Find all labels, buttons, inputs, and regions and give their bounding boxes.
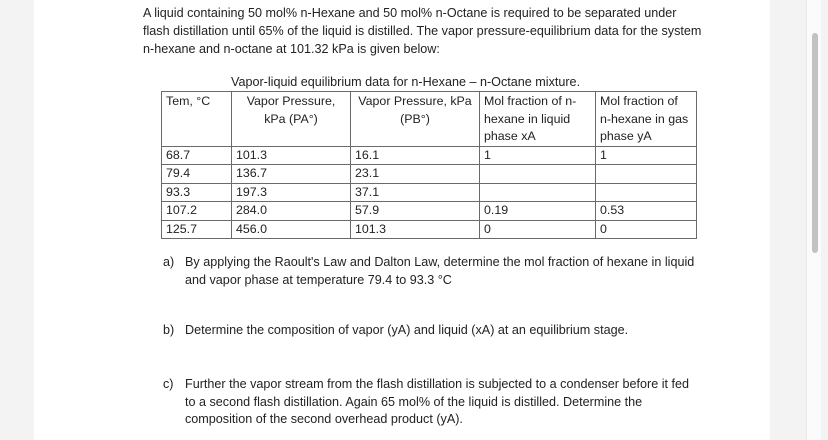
cell-temperature: 107.2: [162, 202, 232, 221]
cell-xa: [480, 183, 596, 202]
header-gas-mol-fraction: Mol fraction of n-hexane in gas phase yA: [596, 92, 697, 147]
cell-ya: 0.53: [596, 202, 697, 221]
cell-ya: [596, 165, 697, 184]
cell-pa: 136.7: [232, 165, 351, 184]
cell-pa: 456.0: [232, 220, 351, 239]
scrollbar-thumb[interactable]: [812, 33, 818, 253]
cell-ya: [596, 183, 697, 202]
header-vapor-pressure-b: Vapor Pressure, kPa (PB°): [351, 92, 480, 147]
header-temperature: Tem, °C: [162, 92, 232, 147]
cell-temperature: 68.7: [162, 146, 232, 165]
question-b: [163, 322, 703, 340]
table-row: [162, 183, 697, 202]
cell-pb: 37.1: [351, 183, 480, 202]
cell-pb: 16.1: [351, 146, 480, 165]
table-row: [162, 220, 697, 239]
cell-pb: 57.9: [351, 202, 480, 221]
left-margin: [0, 0, 34, 440]
question-label: a): [163, 255, 175, 269]
table-caption: Vapor-liquid equilibrium data for n-Hexane – n-Octane mixture.: [231, 75, 581, 89]
table-row: [162, 165, 697, 184]
cell-ya: 0: [596, 220, 697, 239]
cell-pa: 101.3: [232, 146, 351, 165]
cell-xa: 0.19: [480, 202, 596, 221]
problem-statement: A liquid containing 50 mol% n-Hexane and 50 mol% n-Octane is required to be separated under flash distillation until 65% of the liquid is distilled. The vapor pressure-equilibrium data for the system n-hexane and n-octane at 101.32 kPa is given below:: [143, 6, 702, 56]
header-liquid-mol-fraction: Mol fraction of n-hexane in liquid phase xA: [480, 92, 596, 147]
cell-ya: 1: [596, 146, 697, 165]
table-header-row: [162, 92, 697, 147]
question-label: b): [163, 323, 175, 337]
question-text: By applying the Raoult's Law and Dalton Law, determine the mol fraction of hexane in liquid and vapor phase at temperature 79.4 to 93.3 °C: [185, 255, 695, 287]
question-label: c): [163, 377, 174, 391]
header-vapor-pressure-a: Vapor Pressure, kPa (PA°): [232, 92, 351, 147]
cell-pb: 101.3: [351, 220, 480, 239]
cell-pa: 197.3: [232, 183, 351, 202]
question-c: [163, 376, 703, 429]
cell-xa: 1: [480, 146, 596, 165]
question-a: [163, 254, 703, 289]
cell-pa: 284.0: [232, 202, 351, 221]
vle-data-table: [161, 91, 697, 239]
cell-pb: 23.1: [351, 165, 480, 184]
cell-xa: 0: [480, 220, 596, 239]
cell-temperature: 125.7: [162, 220, 232, 239]
table-row: [162, 202, 697, 221]
cell-xa: [480, 165, 596, 184]
question-text: Further the vapor stream from the flash distillation is subjected to a condenser before it fed to a second flash distillation. Again 65 mol% of the liquid is distilled. Determine the composition of the second overhead product (yA).: [185, 377, 690, 426]
question-text: Determine the composition of vapor (yA) and liquid (xA) at an equilibrium stage.: [185, 323, 629, 337]
cell-temperature: 93.3: [162, 183, 232, 202]
table-row: [162, 146, 697, 165]
cell-temperature: 79.4: [162, 165, 232, 184]
